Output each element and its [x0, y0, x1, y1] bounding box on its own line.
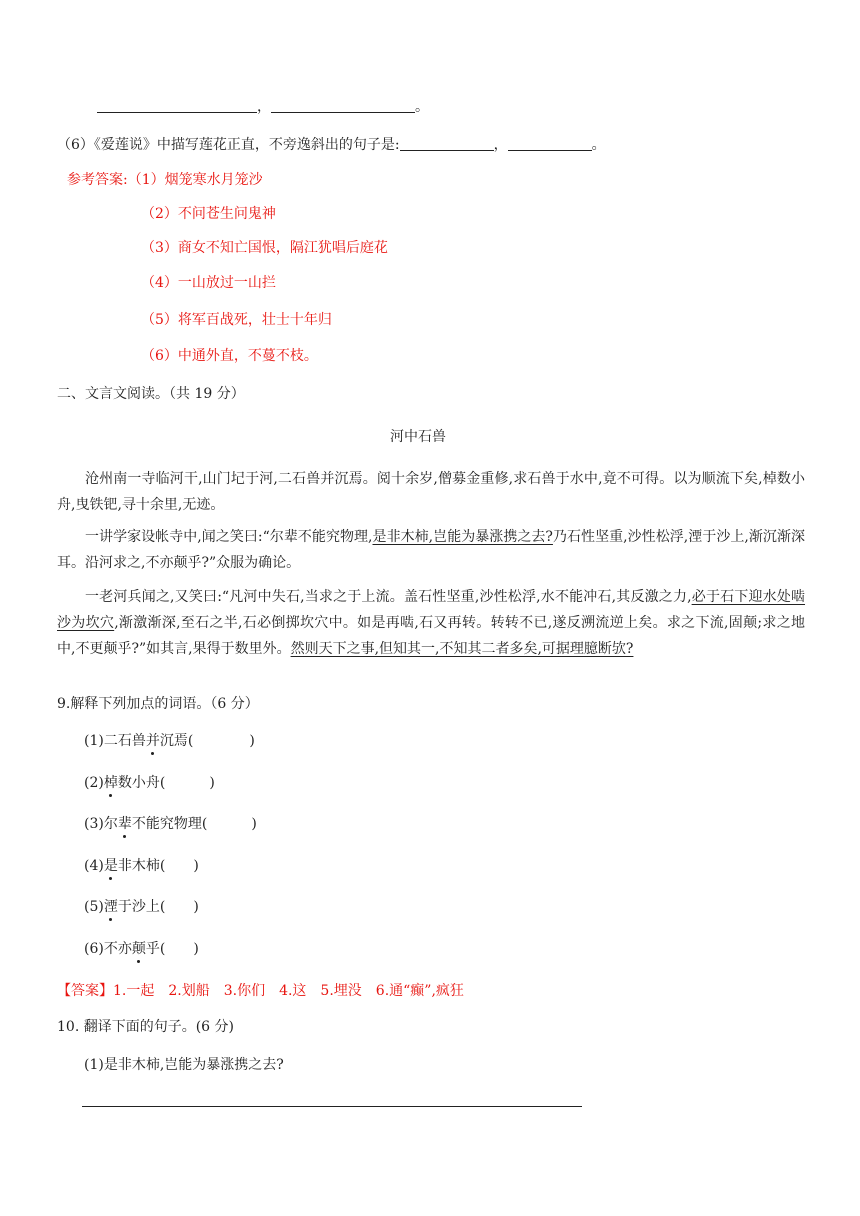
underlined-sentence: 然则天下之事,但知其一,不知其二者多矣,可据理臆断欤? — [290, 641, 634, 657]
blank[interactable] — [97, 98, 257, 113]
passage-title: 河中石兽 — [390, 429, 446, 445]
underlined-sentence: 是非木柿,岂能为暴涨携之去? — [372, 529, 553, 545]
question-10-item: (1)是非木柿,岂能为暴涨携之去? — [84, 1057, 284, 1073]
question-10-title: 10. 翻译下面的句子。(6 分) — [57, 1019, 234, 1035]
question-9-item: (6)不亦颠乎( ) — [84, 941, 199, 957]
underlined-sentence: 必于石下迎水处啮沙为坎穴 — [57, 589, 806, 631]
section-heading: 二、文言文阅读。（共 19 分） — [57, 386, 245, 402]
question-9-item: (1)二石兽并沉焉( ) — [84, 733, 255, 749]
question-9-title: 9.解释下列加点的词语。（6 分） — [57, 696, 259, 712]
answer-writing-line[interactable] — [82, 1106, 582, 1107]
dotted-character: 湮 — [103, 899, 118, 915]
dotted-character: 颠 — [131, 941, 146, 957]
question-9-item: (2)棹数小舟( ) — [84, 775, 215, 791]
dotted-character: 并 — [145, 733, 160, 749]
question-9-item: (3)尔辈不能究物理( ) — [84, 816, 257, 832]
fill-blank-line: ， 。 — [97, 97, 429, 117]
reference-answer-item: （6）中通外直，不蔓不枝。 — [141, 348, 318, 364]
passage-paragraph: 一讲学家设帐寺中,闻之笑曰:“尔辈不能究物理,是非木柿,岂能为暴涨携之去?乃石性坚重,沙性松浮,湮于沙上,渐沉渐深耳。沿河求之,不亦颠乎?”众服为确论。 — [57, 529, 805, 571]
passage-paragraph: 一老河兵闻之,又笑曰:“凡河中失石,当求之于上流。盖石性坚重,沙性松浮,水不能冲石,其反激之力,必于石下迎水处啮沙为坎穴,渐激渐深,至石之半,石必倒掷坎穴中。如是再啮,石又再转。转转不已,遂反溯流逆上矣。求之下流,固颠;求之地中,不更颠乎?”如其言,果得于数里外。然则天下之事,但知其一,不知其二者多矣,可据理臆断欤? — [57, 589, 806, 657]
dotted-character: 是 — [103, 858, 118, 874]
question-6: （6）《爱莲说》中描写莲花正直，不旁逸斜出的句子是: ， 。 — [57, 137, 606, 153]
reference-answer: 参考答案:（1）烟笼寒水月笼沙 — [67, 172, 263, 188]
reference-answer-item: （4）一山放过一山拦 — [141, 275, 276, 291]
blank[interactable] — [508, 136, 592, 151]
answer-line — [57, 981, 464, 1001]
blank[interactable] — [400, 136, 494, 151]
dotted-character: 棹 — [103, 775, 118, 791]
question-9-item: (4)是非木柿( ) — [84, 858, 199, 874]
answer-text: 1.一起 2.划船 3.你们 4.这 5.埋没 6.通“癫”,疯狂 — [113, 983, 464, 999]
reference-answer-item: （2）不问苍生问鬼神 — [141, 206, 276, 222]
question-9-item: (5)湮于沙上( ) — [84, 899, 199, 915]
answer-label: 【答案】 — [57, 983, 113, 999]
reference-answer-item: （3）商女不知亡国恨，隔江犹唱后庭花 — [141, 240, 388, 256]
passage-paragraph: 沧州南一寺临河干,山门圮于河,二石兽并沉焉。阅十余岁,僧募金重修,求石兽于水中,竟不可得。以为顺流下矣,棹数小舟,曳铁钯,寻十余里,无迹。 — [57, 471, 805, 513]
reference-answer-item: （5）将军百战死，壮士十年归 — [141, 312, 332, 328]
blank[interactable] — [271, 98, 415, 113]
dotted-character: 辈 — [117, 816, 132, 832]
